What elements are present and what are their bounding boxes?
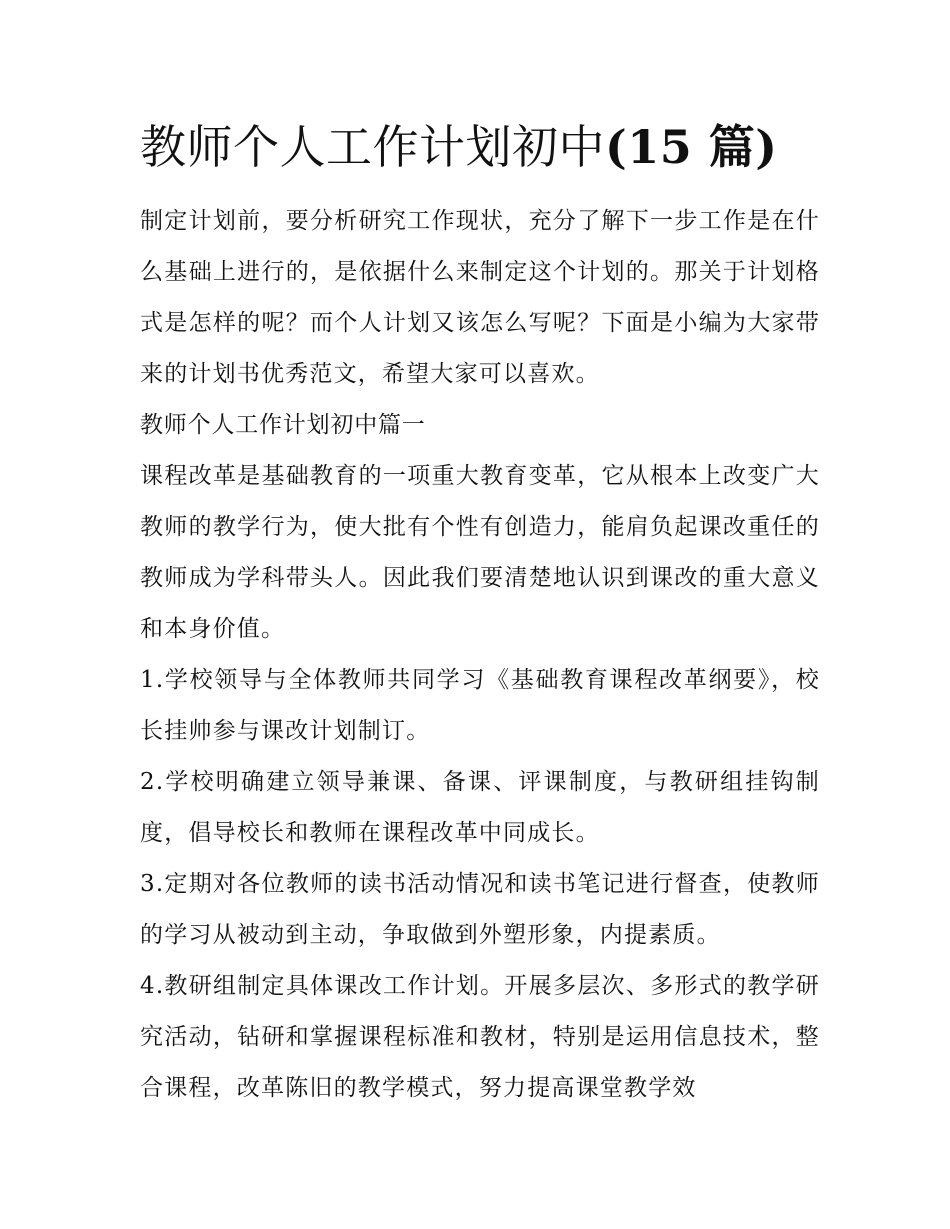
document-body xyxy=(140,112,820,1114)
intro-paragraph: 制定计划前，要分析研究工作现状，充分了解下一步工作是在什么基础上进行的，是依据什么来制定这个计划的。那关于计划格式是怎样的呢？而个人计划又该怎么写呢？下面是小编为大家带来的计划书优秀范文，希望大家可以喜欢。 xyxy=(140,208,820,387)
list-item-3: 3.定期对各位教师的读书活动情况和读书笔记进行督查，使教师的学习从被动到主动，争取做到外塑形象，内提素质。 xyxy=(140,871,820,948)
title-text: 教师个人工作计划初中 xyxy=(140,120,605,174)
title-count: (15 篇) xyxy=(605,120,778,174)
section-heading: 教师个人工作计划初中篇一 xyxy=(140,412,426,438)
list-item-2: 2.学校明确建立领导兼课、备课、评课制度，与教研组挂钩制度，倡导校长和教师在课程改革中同成长。 xyxy=(140,769,820,846)
list-item-1: 1.学校领导与全体教师共同学习《基础教育课程改革纲要》，校长挂帅参与课改计划制订。 xyxy=(140,667,820,744)
document-title xyxy=(140,112,820,182)
body-paragraph: 课程改革是基础教育的一项重大教育变革，它从根本上改变广大教师的教学行为，使大批有个性有创造力，能肩负起课改重任的教师成为学科带头人。因此我们要清楚地认识到课改的重大意义和本身价值。 xyxy=(140,463,820,642)
list-item-4: 4.教研组制定具体课改工作计划。开展多层次、多形式的教学研究活动，钻研和掌握课程标准和教材，特别是运用信息技术，整合课程，改革陈旧的教学模式，努力提高课堂教学效 xyxy=(140,973,820,1101)
